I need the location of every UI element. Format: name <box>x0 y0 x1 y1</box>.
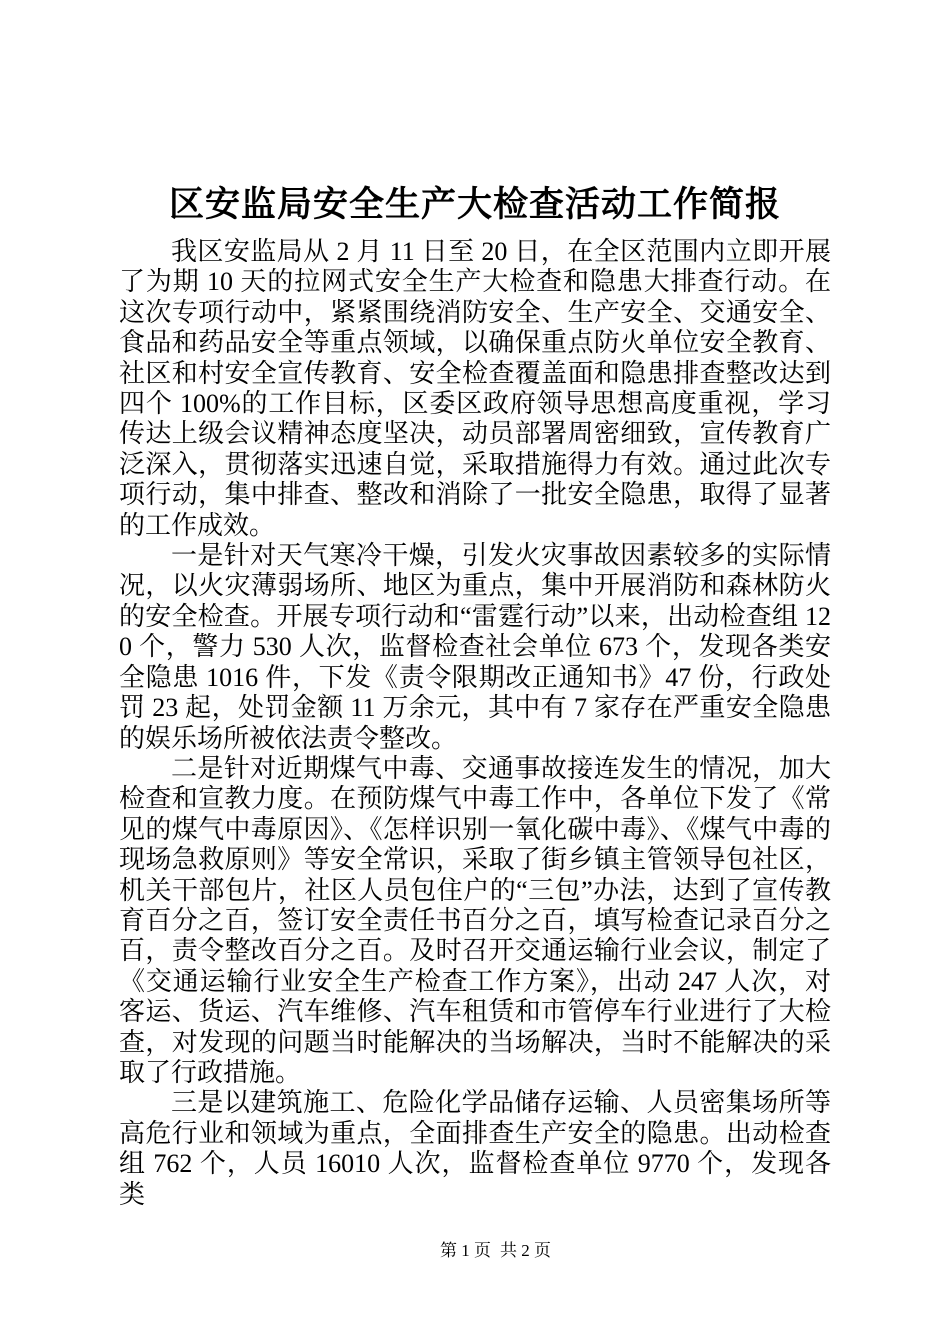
paragraph-point-two: 二是针对近期煤气中毒、交通事故接连发生的情况，加大检查和宣教力度。在预防煤气中毒工作中，各单位下发了《常见的煤气中毒原因》、《怎样识别一氧化碳中毒》、《煤气中毒的现场急救原则》等安全常识，采取了街乡镇主管领导包社区，机关干部包片，社区人员包住户的“三包”办法，达到了宣传教育百分之百，签订安全责任书百分之百，填写检查记录百分之百，责令整改百分之百。及时召开交通运输行业会议，制定了《交通运输行业安全生产检查工作方案》，出动 247 人次，对客运、货运、汽车维修、汽车租赁和市管停车行业进行了大检查，对发现的问题当时能解决的当场解决，当时不能解决的采取了行政措施。 <box>119 753 831 1087</box>
paragraph-intro: 我区安监局从 2 月 11 日至 20 日，在全区范围内立即开展了为期 10 天的拉网式安全生产大检查和隐患大排查行动。在这次专项行动中，紧紧围绕消防安全、生产安全、交通安全、食品和药品安全等重点领域，以确保重点防火单位安全教育、社区和村安全宣传教育、安全检查覆盖面和隐患排查整改达到四个 100%的工作目标，区委区政府领导思想高度重视，学习传达上级会议精神态度坚决，动员部署周密细致，宣传教育广泛深入，贯彻落实迅速自觉，采取措施得力有效。通过此次专项行动，集中排查、整改和消除了一批安全隐患，取得了显著的工作成效。 <box>119 237 831 540</box>
current-page-label: 第 1 页 <box>440 1241 491 1260</box>
document-body <box>119 237 831 1210</box>
document-title: 区安监局安全生产大检查活动工作简报 <box>168 185 781 224</box>
page-number-indicator <box>440 1240 551 1262</box>
paragraph-point-one: 一是针对天气寒冷干燥，引发火灾事故因素较多的实际情况，以火灾薄弱场所、地区为重点，集中开展消防和森林防火的安全检查。开展专项行动和“雷霆行动”以来，出动检查组 120 个，警力 530 人次，监督检查社会单位 673 个，发现各类安全隐患 1016 件，下发《责令限期改正通知书》47 份，行政处罚 23 起，处罚金额 11 万余元，其中有 7 家存在严重安全隐患的娱乐场所被依法责令整改。 <box>119 541 831 753</box>
paragraph-point-three: 三是以建筑施工、危险化学品储存运输、人员密集场所等高危行业和领域为重点，全面排查生产安全的隐患。出动检查组 762 个，人员 16010 人次，监督检查单位 9770 个，发现各类 <box>119 1088 831 1209</box>
total-pages-label: 共 2 页 <box>500 1241 551 1260</box>
